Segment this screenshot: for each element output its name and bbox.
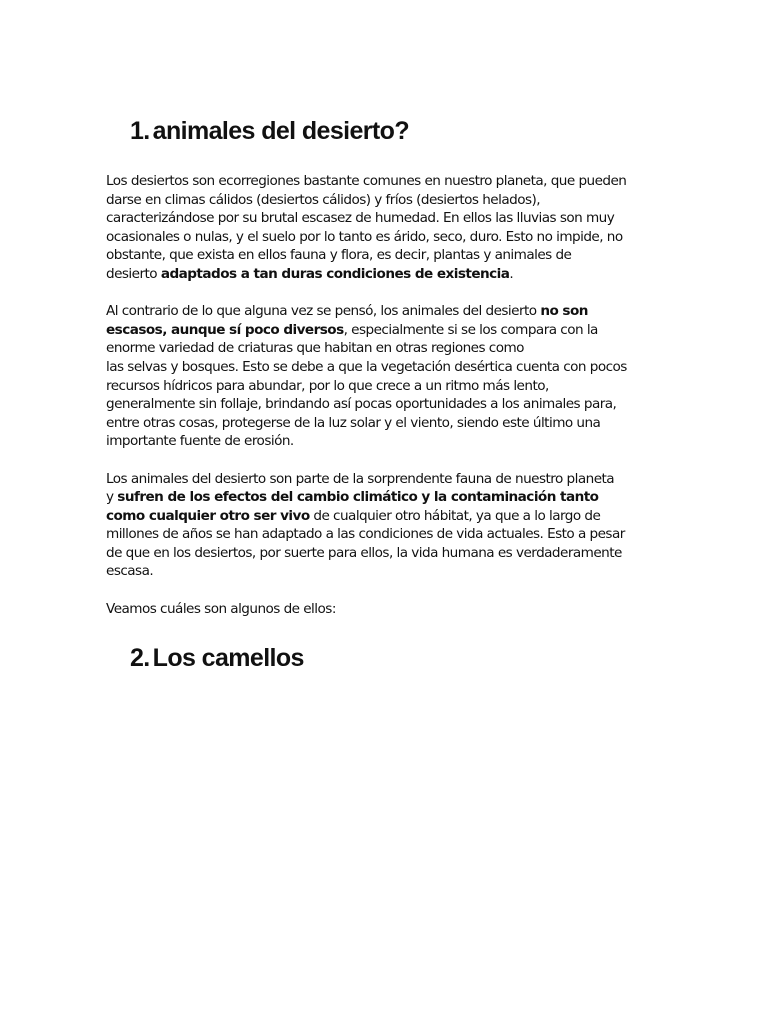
- text-line: [106, 507, 666, 526]
- bold-text: sufren de los efectos del cambio climático y la contaminación tanto: [117, 489, 599, 506]
- text-line: generalmente sin follaje, brindando así pocas oportunidades a los animales para,: [106, 396, 617, 413]
- paragraph-diversity: [106, 302, 666, 451]
- text-run: .: [509, 265, 514, 282]
- text-line: escasa.: [106, 563, 154, 580]
- text-line: de que en los desiertos, por suerte para ellos, la vida humana es verdaderamente: [106, 544, 622, 561]
- text-line: caracterizándose por su brutal escasez de humedad. En ellos las lluvias son muy: [106, 210, 615, 227]
- heading-number: 1.: [130, 117, 150, 145]
- text-line: [106, 488, 666, 507]
- paragraph-intro: [106, 172, 666, 284]
- bold-text: escasos, aunque sí poco diversos: [106, 321, 344, 338]
- text-line: recursos hídricos para abundar, por lo que crece a un ritmo más lento,: [106, 377, 549, 394]
- text-line: [106, 265, 666, 284]
- section-heading-2: [130, 644, 304, 673]
- text-line: obstante, que exista en ellos fauna y flora, es decir, plantas y animales de: [106, 247, 572, 264]
- text-line: ocasionales o nulas, y el suelo por lo tanto es árido, seco, duro. Esto no impide, no: [106, 228, 623, 245]
- text-run: y: [106, 489, 118, 506]
- heading-text: animales del desierto?: [152, 117, 409, 145]
- bold-text: como cualquier otro ser vivo: [106, 507, 310, 524]
- text-run: desierto: [106, 265, 161, 282]
- text-line: millones de años se han adaptado a las condiciones de vida actuales. Esto a pesar: [106, 526, 625, 543]
- text-line: entre otras cosas, protegerse de la luz solar y el viento, siendo este último una: [106, 414, 601, 431]
- text-line: enorme variedad de criaturas que habitan en otras regiones como: [106, 340, 524, 357]
- text-line: Los animales del desierto son parte de la sorprendente fauna de nuestro planeta: [106, 470, 615, 487]
- text-line: darse en climas cálidos (desiertos cálidos) y fríos (desiertos helados),: [106, 191, 541, 208]
- text-run: de cualquier otro hábitat, ya que a lo largo de: [309, 507, 601, 524]
- text-line: Veamos cuáles son algunos de ellos:: [106, 600, 336, 617]
- body-text: [106, 172, 666, 637]
- section-heading-1: [130, 117, 409, 146]
- paragraph-climate: [106, 470, 666, 582]
- heading-text: Los camellos: [152, 644, 304, 672]
- paragraph-intro-list: [106, 600, 666, 619]
- text-line: [106, 302, 666, 321]
- text-run: , especialmente si se los compara con la: [343, 321, 598, 338]
- text-run: Al contrario de lo que alguna vez se pensó, los animales del desierto: [106, 303, 541, 320]
- text-line: [106, 321, 666, 340]
- heading-number: 2.: [130, 644, 150, 672]
- text-line: Los desiertos son ecorregiones bastante comunes en nuestro planeta, que pueden: [106, 173, 627, 189]
- text-line: las selvas y bosques. Esto se debe a que la vegetación desértica cuenta con pocos: [106, 358, 627, 375]
- bold-text: no son: [540, 303, 588, 320]
- bold-text: adaptados a tan duras condiciones de existencia: [160, 265, 510, 282]
- text-line: importante fuente de erosión.: [106, 433, 294, 450]
